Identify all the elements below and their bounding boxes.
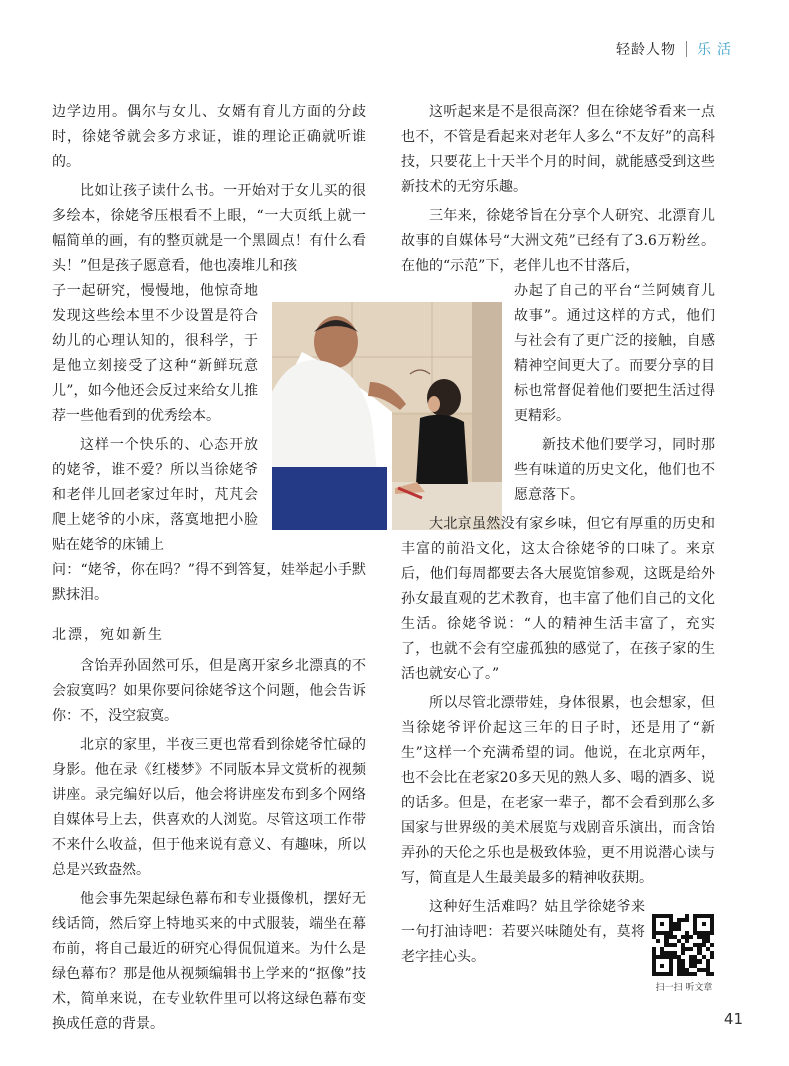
subheading: 北漂，宛如新生 <box>52 627 164 643</box>
qr-code-block[interactable] <box>652 914 716 993</box>
paragraph: 子一起研究，慢慢地，他惊奇地发现这些绘本里不少设置是符合幼儿的心理认知的，很科学，于是他立刻接受了这种“新鲜玩意儿”，如今他还会反过来给女儿推荐一些他看到的优秀绘本。 <box>52 283 258 424</box>
column-title: 乐活 <box>697 42 737 58</box>
header-divider <box>686 41 687 57</box>
paragraph: 这种好生活难吗？姑且学徐姥爷来一句打油诗吧：若要兴味随处有，莫将老字挂心头。 <box>401 899 645 965</box>
paragraph: 所以尽管北漂带娃，身体很累，也会想家，但当徐姥爷评价起这三年的日子时，还是用了“新生”这样一个充满希望的词。他说，在北京两年，也不会比在老家20多天见的熟人多、喝的酒多、说的话多。但是，在老家一辈子，都不会看到那么多国家与世界级的美术展览与戏剧音乐演出，而含饴弄孙的天伦之乐也是极致体验，更不用说潜心读与写，简直是人生最美最多的精神收获期。 <box>401 695 715 886</box>
qr-module <box>710 972 714 976</box>
paragraph: 三年来，徐姥爷旨在分享个人研究、北漂育儿故事的自媒体号“大洲文苑”已经有了3.6万粉丝。在他的“示范”下，老伴儿也不甘落后， <box>401 208 715 274</box>
paragraph: 问：“姥爷，你在吗？”得不到答复，娃举起小手默默抹泪。 <box>52 562 366 603</box>
page-header <box>616 38 737 60</box>
qr-caption: 扫一扫 听文章 <box>655 983 713 993</box>
page-number: 41 <box>723 1010 743 1028</box>
section-title: 轻龄人物 <box>616 42 676 58</box>
paragraph: 这样一个快乐的、心态开放的姥爷，谁不爱？所以当徐姥爷和老伴儿回老家过年时，芃芃会爬上姥爷的小床，落寞地把小脸贴在姥爷的床铺上 <box>52 437 258 553</box>
qr-code-icon[interactable] <box>652 914 714 976</box>
paragraph: 北京的家里，半夜三更也常看到徐姥爷忙碌的身影。他在录《红楼梦》不同版本异文赏析的视频讲座。录完编好以后，他会将讲座发布到多个网络自媒体号上去，供喜欢的人浏览。尽管这项工作带不来什么收益，但于他来说有意义、有趣味，所以总是兴致盎然。 <box>52 737 366 878</box>
paragraph: 新技术他们要学习，同时那些有味道的历史文化，他们也不愿意落下。 <box>514 437 715 503</box>
paragraph: 大北京虽然没有家乡味，但它有厚重的历史和丰富的前沿文化，这太合徐姥爷的口味了。来京后，他们每周都要去各大展览馆参观，这既是给外孙女最直观的艺术教育，也丰富了他们自己的文化生活。徐姥爷说：“人的精神生活丰富了，充实了，也就不会有空虚孤独的感觉了，在孩子家的生活也就安心了。” <box>401 516 715 682</box>
paragraph: 含饴弄孙固然可乐，但是离开家乡北漂真的不会寂寞吗？如果你要问徐姥爷这个问题，他会告诉你：不，没空寂寞。 <box>52 658 366 724</box>
paragraph: 办起了自己的平台“兰阿姨育儿故事”。通过这样的方式，他们与社会有了更广泛的接触，自感精神空间更大了。而要分享的目标也常督促着他们要把生活过得更精彩。 <box>514 283 715 424</box>
right-column <box>401 100 715 970</box>
paragraph: 这听起来是不是很高深？但在徐姥爷看来一点也不，不管是看起来对老年人多么“不友好”的高科技，只要花上十天半个月的时间，就能感受到这些新技术的无穷乐趣。 <box>401 104 715 195</box>
left-column <box>52 100 366 1037</box>
paragraph: 他会事先架起绿色幕布和专业摄像机，摆好无线话筒，然后穿上特地买来的中式服装，端坐在幕布前，将自己最近的研究心得侃侃道来。为什么是绿色幕布？那是他从视频编辑书上学来的“抠像”技术，简单来说，在专业软件里可以将这绿色幕布变换成任意的背景。 <box>52 891 366 1032</box>
paragraph: 边学边用。偶尔与女儿、女婿有育儿方面的分歧时，徐姥爷就会多方求证，谁的理论正确就听谁的。 <box>52 104 366 170</box>
paragraph: 比如让孩子读什么书。一开始对于女儿买的很多绘本，徐姥爷压根看不上眼，“一大页纸上就一幅简单的画，有的整页就是一个黑圆点！有什么看头！”但是孩子愿意看，他也凑堆儿和孩 <box>52 183 366 274</box>
